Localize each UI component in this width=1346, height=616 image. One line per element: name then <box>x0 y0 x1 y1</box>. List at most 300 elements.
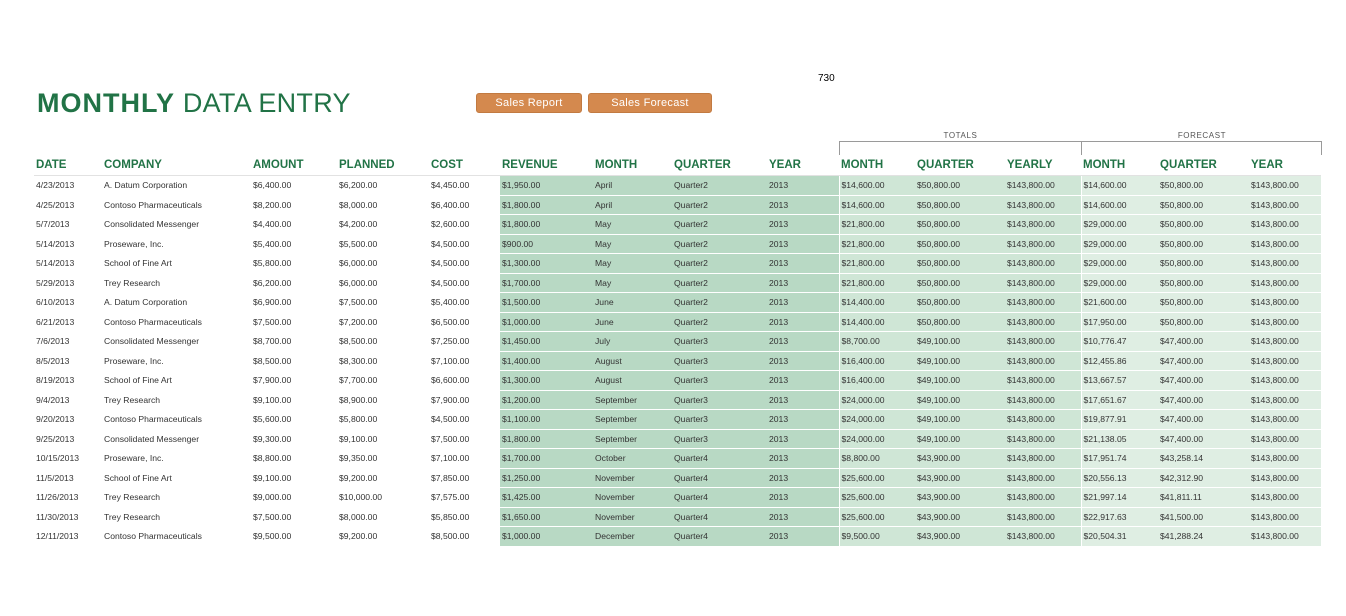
cell-forecast-month[interactable]: $13,667.57 <box>1081 371 1158 391</box>
cell-totals-month[interactable]: $14,400.00 <box>839 312 915 332</box>
cell-company[interactable]: Consolidated Messenger <box>102 215 251 235</box>
cell-cost[interactable]: $7,850.00 <box>429 468 500 488</box>
cell-year[interactable]: 2013 <box>767 332 839 352</box>
cell-quarter[interactable]: Quarter2 <box>672 293 767 313</box>
cell-quarter[interactable]: Quarter2 <box>672 215 767 235</box>
cell-date[interactable]: 11/26/2013 <box>34 488 102 508</box>
column-header-year[interactable]: YEAR <box>767 154 839 176</box>
cell-totals-yearly[interactable]: $143,800.00 <box>1005 468 1081 488</box>
cell-year[interactable]: 2013 <box>767 410 839 430</box>
cell-year[interactable]: 2013 <box>767 351 839 371</box>
cell-revenue[interactable]: $1,800.00 <box>500 429 593 449</box>
cell-year[interactable]: 2013 <box>767 507 839 527</box>
cell-amount[interactable]: $5,600.00 <box>251 410 337 430</box>
cell-forecast-quarter[interactable]: $43,258.14 <box>1158 449 1249 469</box>
cell-amount[interactable]: $7,500.00 <box>251 312 337 332</box>
cell-totals-month[interactable]: $8,800.00 <box>839 449 915 469</box>
cell-revenue[interactable]: $1,000.00 <box>500 527 593 547</box>
cell-totals-month[interactable]: $21,800.00 <box>839 254 915 274</box>
cell-company[interactable]: Proseware, Inc. <box>102 351 251 371</box>
column-header-revenue[interactable]: REVENUE <box>500 154 593 176</box>
cell-planned[interactable]: $4,200.00 <box>337 215 429 235</box>
cell-date[interactable]: 4/25/2013 <box>34 195 102 215</box>
cell-totals-yearly[interactable]: $143,800.00 <box>1005 527 1081 547</box>
cell-forecast-year[interactable]: $143,800.00 <box>1249 507 1321 527</box>
cell-forecast-month[interactable]: $22,917.63 <box>1081 507 1158 527</box>
cell-revenue[interactable]: $1,500.00 <box>500 293 593 313</box>
cell-cost[interactable]: $6,600.00 <box>429 371 500 391</box>
cell-planned[interactable]: $6,000.00 <box>337 273 429 293</box>
cell-forecast-month[interactable]: $12,455.86 <box>1081 351 1158 371</box>
cell-cost[interactable]: $5,850.00 <box>429 507 500 527</box>
cell-cost[interactable]: $6,500.00 <box>429 312 500 332</box>
cell-month[interactable]: June <box>593 293 672 313</box>
cell-planned[interactable]: $9,350.00 <box>337 449 429 469</box>
cell-amount[interactable]: $9,300.00 <box>251 429 337 449</box>
cell-date[interactable]: 8/19/2013 <box>34 371 102 391</box>
cell-year[interactable]: 2013 <box>767 176 839 196</box>
cell-planned[interactable]: $5,500.00 <box>337 234 429 254</box>
cell-planned[interactable]: $8,900.00 <box>337 390 429 410</box>
cell-forecast-quarter[interactable]: $50,800.00 <box>1158 293 1249 313</box>
cell-amount[interactable]: $9,000.00 <box>251 488 337 508</box>
cell-date[interactable]: 9/4/2013 <box>34 390 102 410</box>
cell-forecast-quarter[interactable]: $50,800.00 <box>1158 312 1249 332</box>
cell-month[interactable]: December <box>593 527 672 547</box>
cell-planned[interactable]: $9,200.00 <box>337 527 429 547</box>
cell-totals-yearly[interactable]: $143,800.00 <box>1005 254 1081 274</box>
column-header-company[interactable]: COMPANY <box>102 154 251 176</box>
cell-totals-quarter[interactable]: $43,900.00 <box>915 449 1005 469</box>
cell-forecast-year[interactable]: $143,800.00 <box>1249 410 1321 430</box>
cell-totals-month[interactable]: $21,800.00 <box>839 273 915 293</box>
cell-month[interactable]: September <box>593 429 672 449</box>
cell-totals-quarter[interactable]: $49,100.00 <box>915 351 1005 371</box>
cell-revenue[interactable]: $1,700.00 <box>500 449 593 469</box>
cell-quarter[interactable]: Quarter2 <box>672 176 767 196</box>
cell-totals-yearly[interactable]: $143,800.00 <box>1005 351 1081 371</box>
cell-planned[interactable]: $8,000.00 <box>337 507 429 527</box>
column-header-cost[interactable]: COST <box>429 154 500 176</box>
cell-year[interactable]: 2013 <box>767 488 839 508</box>
cell-planned[interactable]: $6,000.00 <box>337 254 429 274</box>
sales-forecast-button[interactable]: Sales Forecast <box>588 93 712 113</box>
cell-date[interactable]: 11/30/2013 <box>34 507 102 527</box>
cell-forecast-year[interactable]: $143,800.00 <box>1249 312 1321 332</box>
cell-revenue[interactable]: $1,425.00 <box>500 488 593 508</box>
cell-forecast-quarter[interactable]: $47,400.00 <box>1158 429 1249 449</box>
cell-totals-month[interactable]: $24,000.00 <box>839 429 915 449</box>
cell-cost[interactable]: $2,600.00 <box>429 215 500 235</box>
cell-totals-month[interactable]: $25,600.00 <box>839 488 915 508</box>
cell-company[interactable]: Consolidated Messenger <box>102 429 251 449</box>
cell-totals-yearly[interactable]: $143,800.00 <box>1005 371 1081 391</box>
cell-cost[interactable]: $4,500.00 <box>429 273 500 293</box>
cell-totals-month[interactable]: $24,000.00 <box>839 410 915 430</box>
cell-totals-yearly[interactable]: $143,800.00 <box>1005 429 1081 449</box>
cell-forecast-month[interactable]: $14,600.00 <box>1081 195 1158 215</box>
cell-company[interactable]: Trey Research <box>102 390 251 410</box>
cell-forecast-year[interactable]: $143,800.00 <box>1249 371 1321 391</box>
cell-quarter[interactable]: Quarter3 <box>672 429 767 449</box>
column-header-amount[interactable]: AMOUNT <box>251 154 337 176</box>
cell-totals-quarter[interactable]: $50,800.00 <box>915 293 1005 313</box>
cell-date[interactable]: 10/15/2013 <box>34 449 102 469</box>
cell-company[interactable]: Contoso Pharmaceuticals <box>102 312 251 332</box>
cell-amount[interactable]: $9,100.00 <box>251 390 337 410</box>
column-header-forecast-quarter[interactable]: QUARTER <box>1158 154 1249 176</box>
cell-forecast-quarter[interactable]: $47,400.00 <box>1158 410 1249 430</box>
cell-quarter[interactable]: Quarter2 <box>672 273 767 293</box>
column-header-quarter[interactable]: QUARTER <box>672 154 767 176</box>
cell-amount[interactable]: $8,700.00 <box>251 332 337 352</box>
cell-year[interactable]: 2013 <box>767 390 839 410</box>
cell-totals-yearly[interactable]: $143,800.00 <box>1005 410 1081 430</box>
cell-quarter[interactable]: Quarter4 <box>672 527 767 547</box>
cell-amount[interactable]: $6,400.00 <box>251 176 337 196</box>
cell-forecast-quarter[interactable]: $41,500.00 <box>1158 507 1249 527</box>
cell-forecast-year[interactable]: $143,800.00 <box>1249 429 1321 449</box>
cell-forecast-year[interactable]: $143,800.00 <box>1249 195 1321 215</box>
cell-date[interactable]: 5/14/2013 <box>34 234 102 254</box>
cell-year[interactable]: 2013 <box>767 371 839 391</box>
cell-month[interactable]: April <box>593 195 672 215</box>
cell-month[interactable]: September <box>593 390 672 410</box>
cell-planned[interactable]: $9,100.00 <box>337 429 429 449</box>
cell-totals-quarter[interactable]: $50,800.00 <box>915 176 1005 196</box>
cell-month[interactable]: April <box>593 176 672 196</box>
cell-totals-yearly[interactable]: $143,800.00 <box>1005 449 1081 469</box>
cell-planned[interactable]: $7,200.00 <box>337 312 429 332</box>
cell-forecast-quarter[interactable]: $50,800.00 <box>1158 254 1249 274</box>
cell-cost[interactable]: $6,400.00 <box>429 195 500 215</box>
cell-totals-month[interactable]: $21,800.00 <box>839 234 915 254</box>
cell-amount[interactable]: $4,400.00 <box>251 215 337 235</box>
cell-totals-yearly[interactable]: $143,800.00 <box>1005 332 1081 352</box>
cell-date[interactable]: 8/5/2013 <box>34 351 102 371</box>
cell-quarter[interactable]: Quarter3 <box>672 351 767 371</box>
cell-totals-month[interactable]: $16,400.00 <box>839 371 915 391</box>
cell-revenue[interactable]: $1,300.00 <box>500 254 593 274</box>
cell-planned[interactable]: $8,500.00 <box>337 332 429 352</box>
cell-cost[interactable]: $4,500.00 <box>429 410 500 430</box>
cell-cost[interactable]: $7,500.00 <box>429 429 500 449</box>
cell-company[interactable]: A. Datum Corporation <box>102 293 251 313</box>
cell-quarter[interactable]: Quarter2 <box>672 234 767 254</box>
column-header-totals-yearly[interactable]: YEARLY <box>1005 154 1081 176</box>
column-header-forecast-month[interactable]: MONTH <box>1081 154 1158 176</box>
column-header-month[interactable]: MONTH <box>593 154 672 176</box>
cell-month[interactable]: November <box>593 468 672 488</box>
cell-forecast-quarter[interactable]: $50,800.00 <box>1158 234 1249 254</box>
cell-month[interactable]: August <box>593 351 672 371</box>
cell-forecast-year[interactable]: $143,800.00 <box>1249 390 1321 410</box>
cell-forecast-quarter[interactable]: $50,800.00 <box>1158 176 1249 196</box>
cell-totals-month[interactable]: $24,000.00 <box>839 390 915 410</box>
cell-year[interactable]: 2013 <box>767 215 839 235</box>
cell-forecast-quarter[interactable]: $50,800.00 <box>1158 273 1249 293</box>
cell-company[interactable]: Consolidated Messenger <box>102 332 251 352</box>
cell-totals-month[interactable]: $25,600.00 <box>839 468 915 488</box>
cell-year[interactable]: 2013 <box>767 273 839 293</box>
cell-totals-month[interactable]: $14,600.00 <box>839 195 915 215</box>
cell-date[interactable]: 4/23/2013 <box>34 176 102 196</box>
cell-forecast-quarter[interactable]: $50,800.00 <box>1158 195 1249 215</box>
cell-year[interactable]: 2013 <box>767 293 839 313</box>
cell-company[interactable]: A. Datum Corporation <box>102 176 251 196</box>
cell-totals-yearly[interactable]: $143,800.00 <box>1005 390 1081 410</box>
cell-company[interactable]: Proseware, Inc. <box>102 449 251 469</box>
cell-amount[interactable]: $6,900.00 <box>251 293 337 313</box>
column-header-totals-quarter[interactable]: QUARTER <box>915 154 1005 176</box>
cell-amount[interactable]: $9,100.00 <box>251 468 337 488</box>
cell-year[interactable]: 2013 <box>767 527 839 547</box>
cell-company[interactable]: School of Fine Art <box>102 254 251 274</box>
cell-amount[interactable]: $5,400.00 <box>251 234 337 254</box>
column-header-date[interactable]: DATE <box>34 154 102 176</box>
cell-forecast-year[interactable]: $143,800.00 <box>1249 234 1321 254</box>
cell-month[interactable]: November <box>593 507 672 527</box>
cell-forecast-year[interactable]: $143,800.00 <box>1249 176 1321 196</box>
cell-month[interactable]: May <box>593 234 672 254</box>
cell-totals-month[interactable]: $14,400.00 <box>839 293 915 313</box>
cell-date[interactable]: 6/10/2013 <box>34 293 102 313</box>
cell-totals-quarter[interactable]: $43,900.00 <box>915 488 1005 508</box>
cell-forecast-quarter[interactable]: $47,400.00 <box>1158 390 1249 410</box>
cell-totals-month[interactable]: $8,700.00 <box>839 332 915 352</box>
cell-forecast-month[interactable]: $14,600.00 <box>1081 176 1158 196</box>
cell-year[interactable]: 2013 <box>767 254 839 274</box>
cell-date[interactable]: 12/11/2013 <box>34 527 102 547</box>
sales-report-button[interactable]: Sales Report <box>476 93 582 113</box>
cell-cost[interactable]: $7,250.00 <box>429 332 500 352</box>
column-header-forecast-year[interactable]: YEAR <box>1249 154 1321 176</box>
cell-forecast-month[interactable]: $17,951.74 <box>1081 449 1158 469</box>
cell-company[interactable]: Trey Research <box>102 273 251 293</box>
cell-forecast-year[interactable]: $143,800.00 <box>1249 332 1321 352</box>
cell-forecast-month[interactable]: $20,556.13 <box>1081 468 1158 488</box>
cell-revenue[interactable]: $1,400.00 <box>500 351 593 371</box>
cell-year[interactable]: 2013 <box>767 234 839 254</box>
cell-totals-quarter[interactable]: $50,800.00 <box>915 273 1005 293</box>
cell-forecast-month[interactable]: $29,000.00 <box>1081 234 1158 254</box>
cell-month[interactable]: May <box>593 254 672 274</box>
cell-forecast-quarter[interactable]: $50,800.00 <box>1158 215 1249 235</box>
cell-amount[interactable]: $8,200.00 <box>251 195 337 215</box>
cell-quarter[interactable]: Quarter3 <box>672 410 767 430</box>
cell-totals-quarter[interactable]: $50,800.00 <box>915 234 1005 254</box>
cell-totals-quarter[interactable]: $43,900.00 <box>915 468 1005 488</box>
cell-totals-month[interactable]: $21,800.00 <box>839 215 915 235</box>
cell-totals-yearly[interactable]: $143,800.00 <box>1005 234 1081 254</box>
cell-amount[interactable]: $8,800.00 <box>251 449 337 469</box>
cell-forecast-quarter[interactable]: $41,288.24 <box>1158 527 1249 547</box>
cell-month[interactable]: May <box>593 215 672 235</box>
cell-totals-quarter[interactable]: $49,100.00 <box>915 410 1005 430</box>
cell-date[interactable]: 5/7/2013 <box>34 215 102 235</box>
cell-month[interactable]: October <box>593 449 672 469</box>
cell-date[interactable]: 5/14/2013 <box>34 254 102 274</box>
cell-planned[interactable]: $6,200.00 <box>337 176 429 196</box>
cell-forecast-month[interactable]: $17,651.67 <box>1081 390 1158 410</box>
cell-cost[interactable]: $4,450.00 <box>429 176 500 196</box>
cell-planned[interactable]: $8,300.00 <box>337 351 429 371</box>
cell-cost[interactable]: $7,900.00 <box>429 390 500 410</box>
cell-date[interactable]: 11/5/2013 <box>34 468 102 488</box>
cell-quarter[interactable]: Quarter3 <box>672 390 767 410</box>
cell-planned[interactable]: $5,800.00 <box>337 410 429 430</box>
cell-cost[interactable]: $5,400.00 <box>429 293 500 313</box>
column-header-totals-month[interactable]: MONTH <box>839 154 915 176</box>
cell-planned[interactable]: $9,200.00 <box>337 468 429 488</box>
cell-revenue[interactable]: $1,800.00 <box>500 215 593 235</box>
cell-cost[interactable]: $7,100.00 <box>429 449 500 469</box>
cell-forecast-year[interactable]: $143,800.00 <box>1249 215 1321 235</box>
cell-totals-yearly[interactable]: $143,800.00 <box>1005 195 1081 215</box>
cell-revenue[interactable]: $1,450.00 <box>500 332 593 352</box>
cell-month[interactable]: November <box>593 488 672 508</box>
cell-totals-month[interactable]: $16,400.00 <box>839 351 915 371</box>
cell-company[interactable]: School of Fine Art <box>102 468 251 488</box>
cell-totals-quarter[interactable]: $50,800.00 <box>915 195 1005 215</box>
cell-quarter[interactable]: Quarter2 <box>672 254 767 274</box>
cell-forecast-year[interactable]: $143,800.00 <box>1249 351 1321 371</box>
cell-forecast-month[interactable]: $20,504.31 <box>1081 527 1158 547</box>
cell-forecast-month[interactable]: $29,000.00 <box>1081 254 1158 274</box>
column-header-planned[interactable]: PLANNED <box>337 154 429 176</box>
cell-cost[interactable]: $7,575.00 <box>429 488 500 508</box>
cell-year[interactable]: 2013 <box>767 312 839 332</box>
cell-cost[interactable]: $4,500.00 <box>429 254 500 274</box>
cell-month[interactable]: September <box>593 410 672 430</box>
cell-forecast-year[interactable]: $143,800.00 <box>1249 468 1321 488</box>
cell-cost[interactable]: $8,500.00 <box>429 527 500 547</box>
cell-forecast-month[interactable]: $21,997.14 <box>1081 488 1158 508</box>
cell-totals-month[interactable]: $25,600.00 <box>839 507 915 527</box>
cell-amount[interactable]: $8,500.00 <box>251 351 337 371</box>
cell-totals-quarter[interactable]: $50,800.00 <box>915 312 1005 332</box>
cell-revenue[interactable]: $1,200.00 <box>500 390 593 410</box>
cell-amount[interactable]: $9,500.00 <box>251 527 337 547</box>
cell-revenue[interactable]: $1,950.00 <box>500 176 593 196</box>
cell-company[interactable]: Contoso Pharmaceuticals <box>102 410 251 430</box>
cell-month[interactable]: May <box>593 273 672 293</box>
cell-revenue[interactable]: $1,000.00 <box>500 312 593 332</box>
cell-quarter[interactable]: Quarter2 <box>672 312 767 332</box>
cell-amount[interactable]: $5,800.00 <box>251 254 337 274</box>
cell-forecast-year[interactable]: $143,800.00 <box>1249 488 1321 508</box>
cell-totals-quarter[interactable]: $49,100.00 <box>915 332 1005 352</box>
cell-planned[interactable]: $7,700.00 <box>337 371 429 391</box>
cell-forecast-year[interactable]: $143,800.00 <box>1249 527 1321 547</box>
cell-date[interactable]: 9/20/2013 <box>34 410 102 430</box>
cell-date[interactable]: 9/25/2013 <box>34 429 102 449</box>
cell-company[interactable]: Proseware, Inc. <box>102 234 251 254</box>
cell-totals-quarter[interactable]: $43,900.00 <box>915 527 1005 547</box>
cell-company[interactable]: Trey Research <box>102 507 251 527</box>
cell-amount[interactable]: $7,500.00 <box>251 507 337 527</box>
cell-revenue[interactable]: $1,700.00 <box>500 273 593 293</box>
cell-forecast-year[interactable]: $143,800.00 <box>1249 293 1321 313</box>
cell-totals-quarter[interactable]: $50,800.00 <box>915 215 1005 235</box>
cell-month[interactable]: June <box>593 312 672 332</box>
cell-forecast-quarter[interactable]: $47,400.00 <box>1158 332 1249 352</box>
cell-revenue[interactable]: $1,250.00 <box>500 468 593 488</box>
cell-totals-quarter[interactable]: $49,100.00 <box>915 390 1005 410</box>
cell-company[interactable]: School of Fine Art <box>102 371 251 391</box>
cell-quarter[interactable]: Quarter3 <box>672 332 767 352</box>
cell-year[interactable]: 2013 <box>767 449 839 469</box>
cell-forecast-month[interactable]: $21,138.05 <box>1081 429 1158 449</box>
cell-quarter[interactable]: Quarter4 <box>672 488 767 508</box>
cell-company[interactable]: Contoso Pharmaceuticals <box>102 195 251 215</box>
cell-revenue[interactable]: $1,800.00 <box>500 195 593 215</box>
cell-cost[interactable]: $4,500.00 <box>429 234 500 254</box>
cell-forecast-month[interactable]: $21,600.00 <box>1081 293 1158 313</box>
cell-totals-quarter[interactable]: $49,100.00 <box>915 371 1005 391</box>
cell-revenue[interactable]: $1,100.00 <box>500 410 593 430</box>
cell-year[interactable]: 2013 <box>767 195 839 215</box>
cell-forecast-year[interactable]: $143,800.00 <box>1249 273 1321 293</box>
cell-revenue[interactable]: $1,300.00 <box>500 371 593 391</box>
cell-planned[interactable]: $8,000.00 <box>337 195 429 215</box>
cell-totals-month[interactable]: $9,500.00 <box>839 527 915 547</box>
cell-forecast-month[interactable]: $19,877.91 <box>1081 410 1158 430</box>
cell-totals-month[interactable]: $14,600.00 <box>839 176 915 196</box>
cell-totals-yearly[interactable]: $143,800.00 <box>1005 215 1081 235</box>
cell-cost[interactable]: $7,100.00 <box>429 351 500 371</box>
cell-totals-yearly[interactable]: $143,800.00 <box>1005 293 1081 313</box>
cell-forecast-year[interactable]: $143,800.00 <box>1249 449 1321 469</box>
cell-quarter[interactable]: Quarter4 <box>672 507 767 527</box>
cell-forecast-quarter[interactable]: $41,811.11 <box>1158 488 1249 508</box>
cell-quarter[interactable]: Quarter3 <box>672 371 767 391</box>
cell-amount[interactable]: $6,200.00 <box>251 273 337 293</box>
cell-quarter[interactable]: Quarter2 <box>672 195 767 215</box>
cell-month[interactable]: July <box>593 332 672 352</box>
cell-totals-yearly[interactable]: $143,800.00 <box>1005 312 1081 332</box>
cell-planned[interactable]: $10,000.00 <box>337 488 429 508</box>
cell-totals-quarter[interactable]: $49,100.00 <box>915 429 1005 449</box>
cell-revenue[interactable]: $1,650.00 <box>500 507 593 527</box>
cell-forecast-quarter[interactable]: $47,400.00 <box>1158 351 1249 371</box>
cell-planned[interactable]: $7,500.00 <box>337 293 429 313</box>
cell-forecast-quarter[interactable]: $42,312.90 <box>1158 468 1249 488</box>
cell-year[interactable]: 2013 <box>767 468 839 488</box>
cell-forecast-quarter[interactable]: $47,400.00 <box>1158 371 1249 391</box>
cell-totals-yearly[interactable]: $143,800.00 <box>1005 176 1081 196</box>
cell-date[interactable]: 6/21/2013 <box>34 312 102 332</box>
cell-forecast-month[interactable]: $29,000.00 <box>1081 273 1158 293</box>
cell-forecast-month[interactable]: $29,000.00 <box>1081 215 1158 235</box>
cell-date[interactable]: 5/29/2013 <box>34 273 102 293</box>
cell-forecast-year[interactable]: $143,800.00 <box>1249 254 1321 274</box>
cell-totals-quarter[interactable]: $43,900.00 <box>915 507 1005 527</box>
cell-totals-yearly[interactable]: $143,800.00 <box>1005 273 1081 293</box>
cell-year[interactable]: 2013 <box>767 429 839 449</box>
cell-totals-yearly[interactable]: $143,800.00 <box>1005 488 1081 508</box>
cell-totals-quarter[interactable]: $50,800.00 <box>915 254 1005 274</box>
cell-totals-yearly[interactable]: $143,800.00 <box>1005 507 1081 527</box>
cell-quarter[interactable]: Quarter4 <box>672 449 767 469</box>
cell-company[interactable]: Trey Research <box>102 488 251 508</box>
cell-revenue[interactable]: $900.00 <box>500 234 593 254</box>
cell-company[interactable]: Contoso Pharmaceuticals <box>102 527 251 547</box>
cell-forecast-month[interactable]: $10,776.47 <box>1081 332 1158 352</box>
cell-amount[interactable]: $7,900.00 <box>251 371 337 391</box>
cell-month[interactable]: August <box>593 371 672 391</box>
cell-quarter[interactable]: Quarter4 <box>672 468 767 488</box>
